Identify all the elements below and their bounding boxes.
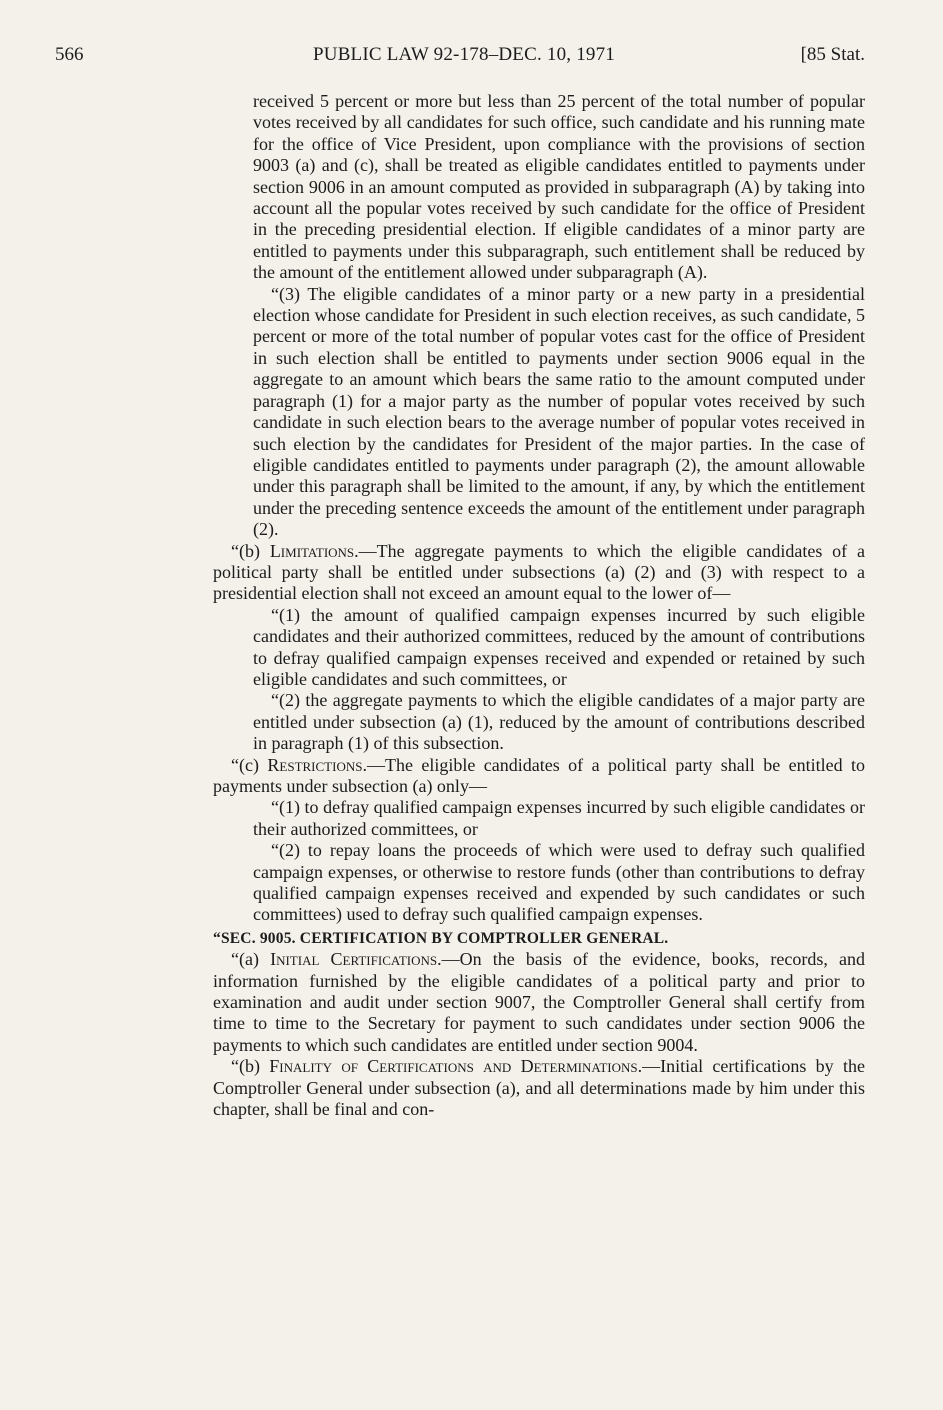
subsection-b2-lead: “(b) [231, 1056, 270, 1077]
statute-reference: [85 Stat. [800, 44, 865, 65]
section-heading: “SEC. 9005. CERTIFICATION BY COMPTROLLER GENERAL. [213, 929, 669, 947]
subsection-a-text: —On the basis of the evidence, books, records, and information furnished by the eligible candidates of a political party and prior to examination and audit under section 9007, the Comptroller General shall certify from time to time to the Secretary for payment to such candidates under section 9006 the payments to which such candidates are entitled under section 9004. [213, 949, 865, 1055]
running-title: PUBLIC LAW 92-178–DEC. 10, 1971 [313, 44, 615, 65]
paragraph-a3: “(3) The eligible candidates of a minor party or a new party in a presidential election whose candidate for President in such election receives, as such candidate, 5 percent or more of the total number of popular votes cast for the office of President in such election shall be entitled to payments under section 9006 equal in the aggregate to an amount which bears the same ratio to the amount computed under paragraph (1) for a major party as the number of popular votes received by such candidate in such election bears to the average number of popular votes received in such election by the candidates for President of the major parties. In the case of eligible candidates entitled to payments under paragraph (2), the amount allowable under this paragraph shall be limited to the amount, if any, by which the entitlement under the preceding sentence exceeds the amount of the entitlement under paragraph (2). [253, 283, 865, 540]
page-body [213, 91, 865, 1121]
subsection-b-text: —The aggregate payments to which the eligible candidates of a political party shall be entitled under subsections (a) (2) and (3) with respect to a presidential election shall not exceed an amount equal to the lower of— [213, 540, 865, 604]
subsection-b2-text: —Initial certifications by the Comptroller General under subsection (a), and all determinations made by him under this chapter, shall be final and con- [213, 1056, 865, 1120]
subsection-a-caption: Initial Certifications. [270, 949, 442, 970]
subsection-b-limitations [213, 541, 865, 605]
subsection-b-caption: Limitations. [269, 540, 359, 561]
subsection-b-lead: “(b) [231, 540, 270, 561]
page-number: 566 [55, 44, 84, 65]
subsection-c-text: —The eligible candidates of a political party shall be entitled to payments under subsection (a) only— [213, 754, 865, 796]
paragraph-c1: “(1) to defray qualified campaign expenses incurred by such eligible candidates or their authorized committees, or [253, 797, 865, 839]
subsection-a-lead: “(a) [231, 949, 271, 970]
subsection-c-restrictions [213, 755, 865, 798]
subsection-a-initial-certifications [213, 949, 865, 1056]
page-header [55, 44, 865, 74]
subsection-b2-caption: Finality of Certifications and Determinations. [269, 1056, 643, 1077]
paragraph-continuation: received 5 percent or more but less than 25 percent of the total number of popular votes received by all candidates for such office, such candidate and his running mate for the office of Vice President, upon compliance with the provisions of section 9003 (a) and (c), shall be treated as eligible candidates entitled to payments under section 9006 in an amount computed as provided in subparagraph (A) by taking into account all the popular votes received by such candidate for the office of President in the preceding presidential election. If eligible candidates of a minor party are entitled to payments under this subparagraph, such entitlement shall be reduced by the amount of the entitlement allowed under subparagraph (A). [253, 91, 865, 283]
subsection-c-lead: “(c) [231, 754, 268, 775]
subsection-b-finality [213, 1056, 865, 1120]
paragraph-b2: “(2) the aggregate payments to which the eligible candidates of a major party are entitled under subsection (a) (1), reduced by the amount of contributions described in paragraph (1) of this subsection. [253, 690, 865, 754]
subsection-c-caption: Restrictions. [267, 754, 367, 775]
paragraph-c2: “(2) to repay loans the proceeds of which were used to defray such qualified campaign expenses, or otherwise to restore funds (other than contributions to defray qualified campaign expenses received and expended by such candidates or such committees) used to defray such qualified campaign expenses. [253, 840, 865, 925]
paragraph-b1: “(1) the amount of qualified campaign expenses incurred by such eligible candidates and their authorized committees, reduced by the amount of contributions to defray qualified campaign expenses received and expended or retained by such eligible candidates and such committees, or [253, 604, 865, 689]
